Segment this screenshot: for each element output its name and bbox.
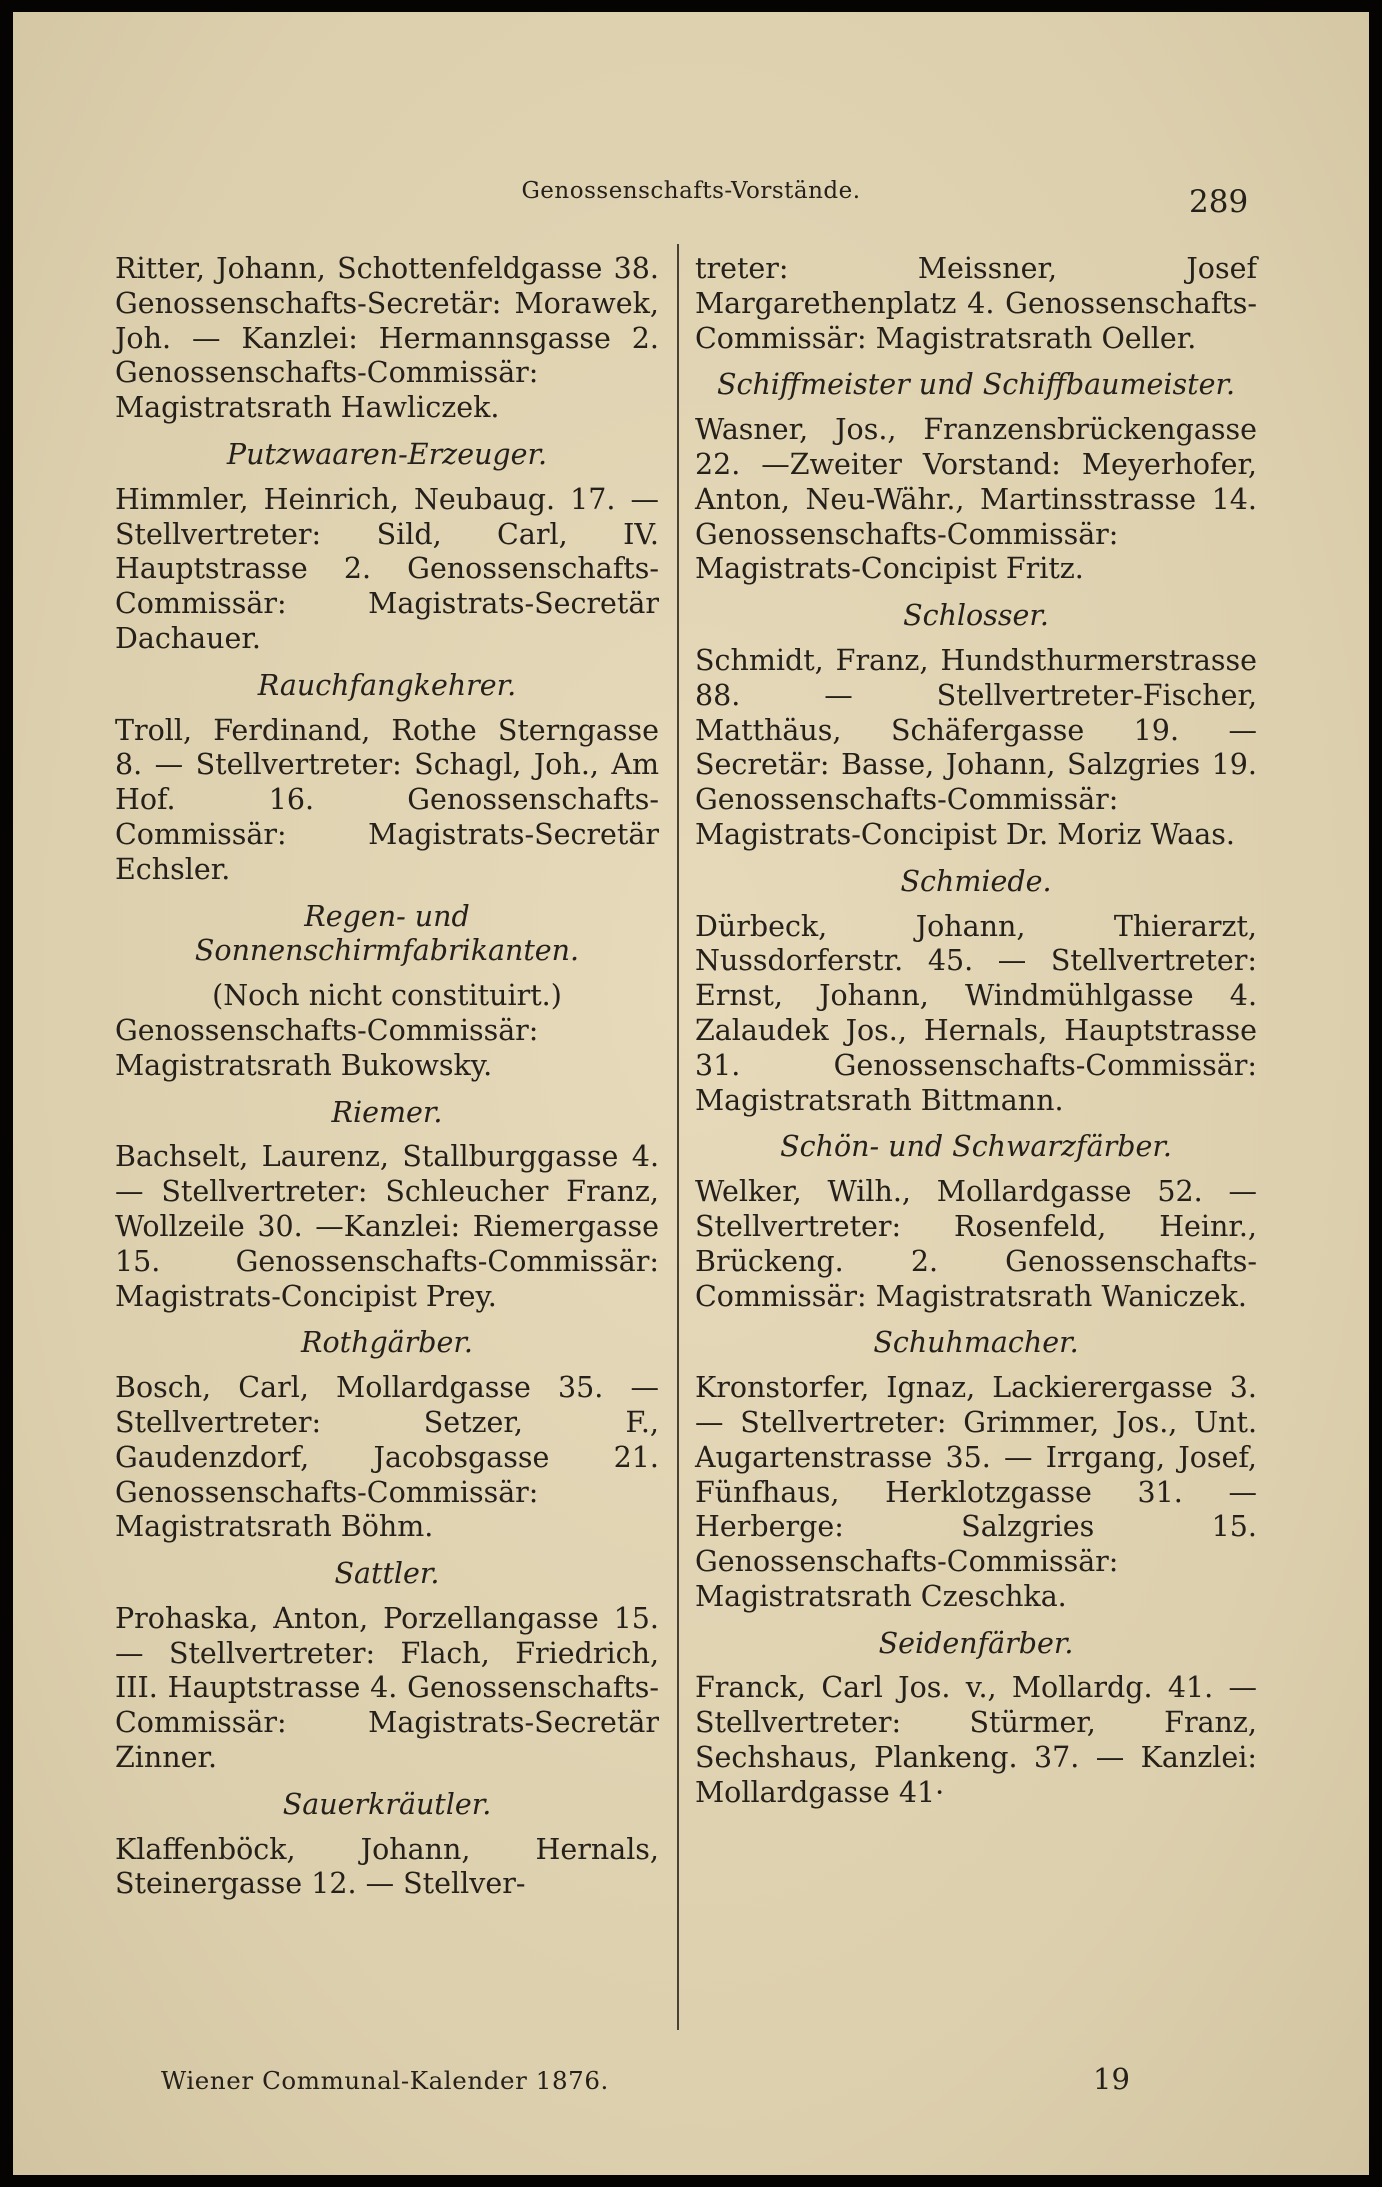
trade-heading: Schuhmacher.	[873, 1326, 1079, 1360]
page-number: 289	[1189, 184, 1249, 220]
entry-text: Troll, Ferdinand, Rothe Sterngasse 8. — Stellvertreter: Schagl, Joh., Am Hof. 16. Genossenschafts-Commissär: Magistrats-Secretär Echsler.	[115, 713, 659, 886]
trade-heading: Sauerkräutler.	[282, 1787, 492, 1821]
column-divider	[677, 244, 679, 2030]
trade-heading: Schlosser.	[903, 599, 1049, 633]
entry-text: Kronstorfer, Ignaz, Lackierergasse 3. — Stellvertreter: Grimmer, Jos., Unt. Augartenstrasse 35. — Irrgang, Josef, Fünfhaus, Herklotzgasse 31. — Herberge: Salzgries 15. Genossenschafts-Commissär: Magistratsrath Czeschka.	[695, 1371, 1257, 1613]
entry-text: Ritter, Johann, Schottenfeldgasse 38. Genossenschafts-Secretär: Morawek, Joh. — Kanzlei: Hermannsgasse 2. Genossenschafts-Commissär: Magistratsrath Hawliczek.	[115, 252, 659, 425]
page	[13, 12, 1369, 2175]
entry-text: Schmidt, Franz, Hundsthurmerstrasse 88. — Stellvertreter-Fischer, Matthäus, Schäfergasse 19. — Secretär: Basse, Johann, Salzgries 19. Genossenschafts-Commissär: Magistrats-Concipist Dr. Moriz Waas.	[695, 643, 1257, 851]
signature-mark: 19	[1093, 2062, 1130, 2096]
trade-heading: Sattler.	[334, 1557, 440, 1591]
entry-text: Prohaska, Anton, Porzellangasse 15. — Stellvertreter: Flach, Friedrich, III. Hauptstrasse 4. Genossenschafts-Commissär: Magistrats-Secretär Zinner.	[115, 1601, 659, 1775]
entry-text: treter: Meissner, Josef Margarethenplatz 4. Genossenschafts-Commissär: Magistratsrath Oeller.	[695, 252, 1257, 355]
entry-text: Franck, Carl Jos. v., Mollardg. 41. — Stellvertreter: Stürmer, Franz, Sechshaus, Plankeng. 37. — Kanzlei: Mollardgasse 41·	[695, 1671, 1257, 1809]
running-title: Genossenschafts-Vorstände.	[521, 178, 861, 204]
entry-text: Klaffenböck, Johann, Hernals, Steinergasse 12. — Stellver-	[115, 1832, 659, 1901]
entry-text: Welker, Wilh., Mollardgasse 52. — Stellvertreter: Rosenfeld, Heinr., Brückeng. 2. Genossenschafts-Commissär: Magistratsrath Waniczek.	[695, 1175, 1257, 1313]
left-column	[115, 252, 659, 1902]
trade-heading: Schiffmeister und Schiffbaumeister.	[716, 368, 1236, 402]
trade-heading: Schmiede.	[900, 864, 1052, 898]
trade-heading: Riemer.	[331, 1095, 443, 1129]
entry-text: Himmler, Heinrich, Neubaug. 17. — Stellvertreter: Sild, Carl, IV. Hauptstrasse 2. Genossenschafts-Commissär: Magistrats-Secretär Dachauer.	[115, 482, 659, 655]
entry-text: Bosch, Carl, Mollardgasse 35. — Stellvertreter: Setzer, F., Gaudenzdorf, Jacobsgasse 21. Genossenschafts-Commissär: Magistratsrath Böhm.	[115, 1371, 659, 1544]
trade-heading: Schön- und Schwarzfärber.	[780, 1130, 1172, 1164]
entry-text: Bachselt, Laurenz, Stallburggasse 4. — Stellvertreter: Schleucher Franz, Wollzeile 30. —Kanzlei: Riemergasse 15. Genossenschafts-Commissär: Magistrats-Concipist Prey.	[115, 1140, 659, 1313]
entry-text: Genossenschafts-Commissär: Magistratsrath Bukowsky.	[115, 1013, 539, 1082]
trade-heading: Putzwaaren-Erzeuger.	[226, 437, 548, 471]
trade-heading: Rothgärber.	[301, 1326, 473, 1360]
trade-heading: Rauchfangkehrer.	[257, 668, 517, 702]
entry-text: Dürbeck, Johann, Thierarzt, Nussdorferstr. 45. — Stellvertreter: Ernst, Johann, Windmühlgasse 4. Zalaudek Jos., Hernals, Hauptstrasse 31. Genossenschafts-Commissär: Magistratsrath Bittmann.	[695, 909, 1257, 1117]
trade-heading: Seidenfärber.	[878, 1626, 1074, 1660]
publication-footer: Wiener Communal-Kalender 1876.	[161, 2066, 609, 2095]
entry-text: Wasner, Jos., Franzensbrückengasse 22. —Zweiter Vorstand: Meyerhofer, Anton, Neu-Währ., Martinsstrasse 14. Genossenschafts-Commissär: Magistrats-Concipist Fritz.	[695, 413, 1257, 586]
trade-heading: Regen- und Sonnenschirmfabrikanten.	[194, 899, 580, 968]
note-text: (Noch nicht constituirt.)	[212, 979, 562, 1013]
right-column	[695, 252, 1257, 1811]
